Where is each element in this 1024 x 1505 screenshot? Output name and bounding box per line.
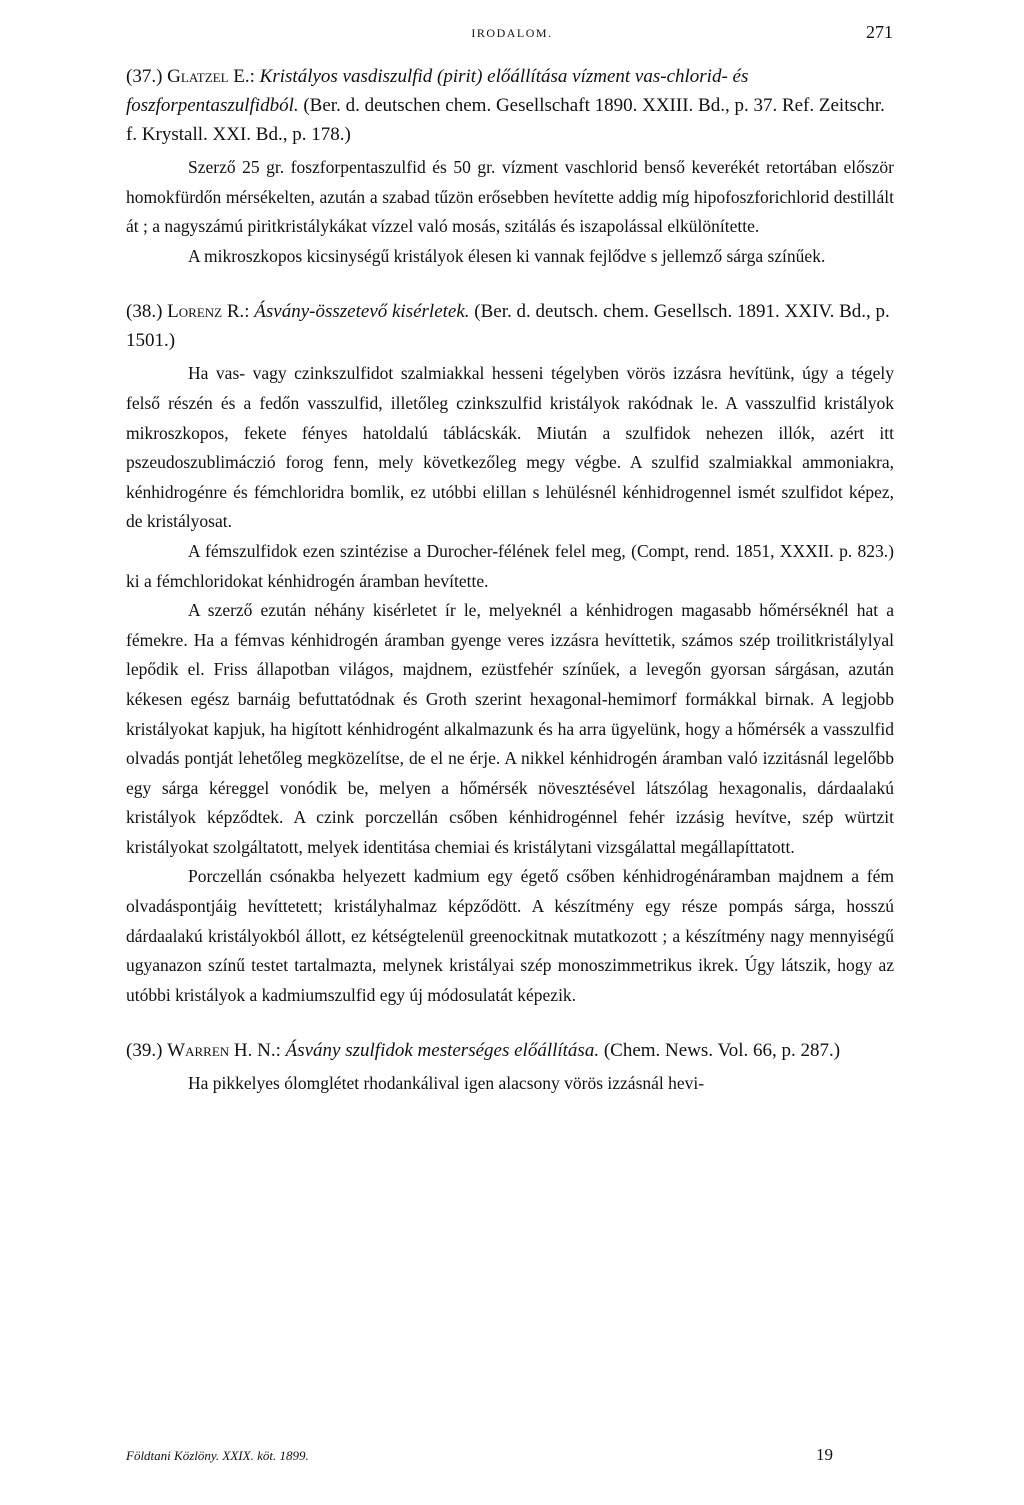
entry-author: Warren H. N.	[167, 1040, 276, 1062]
entry-reference: (Chem. News. Vol. 66, p. 287.)	[603, 1040, 841, 1062]
running-head	[0, 22, 1024, 46]
paragraph: A mikroszkopos kicsinységű kristályok élesen ki vannak fejlődve s jellemző sárga színűek.	[188, 245, 826, 266]
paragraph: Porczellán csónakba helyezett kadmium egy égető csőben kénhidrogénáramban majdnem a fém olvadáspontjáig hevíttetett; kristályhalmaz képződött. A készítmény egy része pompás sárga, hosszú dárdaalakú kristályokból állott, ez kétségtelenül greenockitnak mutatkozott ; a készítmény nagy mennyiségű ugyanazon színű testet tartalmazta, melynek kristályai szép monoszimmetrikus ikrek. Úgy látszik, hogy az utóbbi kristályok a kadmiumszulfid egy új módosulatát képezik.	[126, 866, 894, 1005]
entry-38-heading: (38.) Lorenz R.: Ásvány-összetevő kisérletek. (Ber. d. deutsch. chem. Gesellsch. 1891. XXIV. Bd., p. 1501.)	[126, 301, 890, 352]
page-footer	[126, 1445, 894, 1464]
entry-reference: (Ber. d. deutschen chem. Gesellschaft 1890. XXIII. Bd., p. 37. Ref. Zeitschr. f. Krystall. XXI. Bd., p. 178.)	[126, 95, 885, 145]
entry-number: (39.)	[126, 1040, 163, 1062]
paragraph: Ha vas- vagy czinkszulfidot szalmiakkal hesseni tégelyben vörös izzásra hevítünk, úgy a tégely felső részén és a fedőn vasszulfid, illetőleg czinkszulfid kristályok rakódnak le. A vasszulfid kristályok mikroszkopos, fekete fényes hatoldalú táblácskák. Miután a szulfidok nehezen illók, azért itt pszeudoszublimáczió forog fenn, mely következőleg megy végbe. A szulfid szalmiakkal ammoniakra, kénhidrogénre és fémchloridra bomlik, ez utóbbi elillan s lehülésnél kénhidrogennel ismét szulfidot képez, de kristályosat.	[126, 363, 894, 532]
journal-citation: Földtani Közlöny. XXIX. köt. 1899.	[126, 1448, 309, 1463]
paragraph: Ha pikkelyes ólomglétet rhodankálival igen alacsony vörös izzásnál hevi-	[188, 1073, 705, 1094]
entry-author: Glatzel E.	[167, 66, 250, 87]
entry-author: Lorenz R.	[167, 301, 245, 323]
running-title: IRODALOM.	[471, 26, 553, 40]
entry-title: Ásvány-összetevő kisérletek.	[254, 301, 470, 323]
entry-37-heading: (37.) Glatzel E.: Kristályos vasdiszulfid (pirit) előállítása vízment vas-chlorid- és foszforpentaszulfidból. (Ber. d. deutschen chem. Gesellschaft 1890. XXIII. Bd., p. 37. Ref. Zeitschr. f. Krystall. XXI. Bd., p. 178.)	[126, 66, 885, 145]
entry-39-heading: (39.) Warren H. N.: Ásvány szulfidok mesterséges előállítása. (Chem. News. Vol. 66, p. 287.)	[126, 1040, 841, 1062]
signature-mark: 19	[816, 1445, 833, 1464]
entry-number: (37.)	[126, 66, 163, 87]
paragraph: Szerző 25 gr. foszforpentaszulfid és 50 gr. vízment vaschlorid benső keverékét retortában először homokfürdőn mérsékelten, azután a szabad tűzön erősebben hevítette addig míg hipofoszforichlorid destillált át ; a nagyszámú piritkristálykákat vízzel való mosás, szitálás és iszapolással elkülönítette.	[126, 157, 894, 237]
paragraph: A szerző ezután néhány kisérletet ír le, melyeknél a kénhidrogen magasabb hőmérséknél hat a fémekre. Ha a fémvas kénhidrogén áramban gyenge veres izzásra hevíttetik, számos szép troilitkristálylyal lepődik el. Friss állapotban világos, majdnem, ezüstfehér színűek, a levegőn gyorsan sárgásan, azután kékesen egész barnáig befuttatódnak és Groth szerint hexagonal-hemimorf formákkal birnak. A legjobb kristályokat kapjuk, ha higított kénhidrogént alkalmazunk és ha arra ügyelünk, hogy a hőmérsék a vasszulfid olvadás pontját lehetőleg megközelítse, de el ne érje. A nikkel kénhidrogén áramban való izzitásnál legelőbb egy sárga kéreggel vonódik be, melyen a hőmérsék növesztésével látszólag hexagonalis, dárdaalakú kristályok képződtek. A czink porczellán csőben kénhidrogénnel fehér izzásig hevítve, szép würtzit kristályokat szolgáltatott, melyek identitása chemiai és kristálytani vizsgálattal megállapíttatott.	[126, 600, 894, 857]
page-number: 271	[866, 22, 893, 42]
entry-number: (38.)	[126, 301, 163, 323]
entry-title: Kristályos vasdiszulfid (pirit) előállítása vízment vas-chlorid- és foszforpentaszulfidból.	[126, 66, 749, 116]
entry-title: Ásvány szulfidok mesterséges előállítása.	[285, 1040, 600, 1062]
paragraph: A fémszulfidok ezen szintézise a Durocher-félének felel meg, (Compt, rend. 1851, XXXII. p. 823.) ki a fémchloridokat kénhidrogén áramban hevítette.	[126, 540, 894, 591]
article-body	[126, 58, 894, 1099]
entry-reference: (Ber. d. deutsch. chem. Gesellsch. 1891. XXIV. Bd., p. 1501.)	[126, 301, 890, 352]
